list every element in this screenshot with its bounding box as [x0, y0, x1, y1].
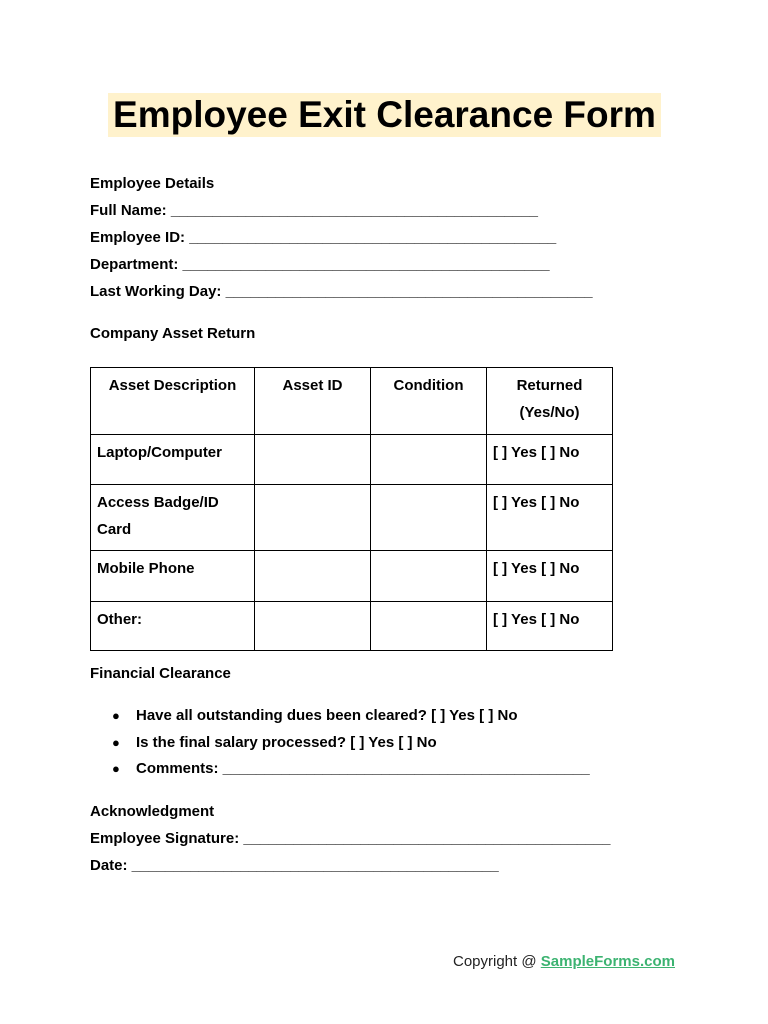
- list-item: [112, 706, 590, 733]
- asset-id-cell: [255, 485, 371, 551]
- column-header-asset-description: Asset Description: [91, 368, 255, 435]
- sampleforms-link[interactable]: SampleForms.com: [540, 953, 675, 970]
- employee-id-field: Employee ID: ____________________________________________: [90, 229, 557, 246]
- returned-cell: [ ] Yes [ ] No: [487, 551, 613, 602]
- table-header-row: [91, 368, 613, 435]
- list-item-text: Have all outstanding dues been cleared? [ ] Yes [ ] No: [136, 707, 518, 724]
- column-header-returned: Returned (Yes/No): [487, 368, 613, 435]
- asset-description-cell: Mobile Phone: [91, 551, 255, 602]
- returned-cell: [ ] Yes [ ] No: [487, 435, 613, 485]
- asset-return-heading: Company Asset Return: [90, 325, 256, 342]
- condition-cell: [371, 602, 487, 651]
- bullet-icon: ●: [112, 734, 120, 750]
- table-row: [91, 485, 613, 551]
- column-header-condition: Condition: [371, 368, 487, 435]
- bullet-icon: ●: [112, 708, 120, 723]
- list-item-text: Comments: ____________________________________________: [136, 760, 590, 777]
- condition-cell: [371, 551, 487, 602]
- acknowledgment-heading: Acknowledgment: [90, 803, 215, 820]
- column-header-asset-id: Asset ID: [255, 368, 371, 435]
- copyright-text: Copyright @: [453, 953, 541, 970]
- asset-description-cell: Access Badge/ID Card: [91, 485, 255, 551]
- department-field: Department: ____________________________________________: [90, 256, 550, 273]
- returned-cell: [ ] Yes [ ] No: [487, 485, 613, 551]
- table-row: [91, 551, 613, 602]
- asset-id-cell: [255, 602, 371, 651]
- condition-cell: [371, 485, 487, 551]
- asset-description-cell: Other:: [91, 602, 255, 651]
- table-row: [91, 602, 613, 651]
- full-name-field: Full Name: ____________________________________________: [90, 202, 538, 219]
- table-row: [91, 435, 613, 485]
- date-field: Date: ____________________________________________: [90, 857, 499, 874]
- financial-clearance-list: [112, 706, 590, 786]
- returned-cell: [ ] Yes [ ] No: [487, 602, 613, 651]
- last-working-day-field: Last Working Day: ____________________________________________: [90, 283, 593, 300]
- page-title: Employee Exit Clearance Form: [108, 93, 661, 137]
- employee-signature-field: Employee Signature: ____________________________________________: [90, 830, 611, 847]
- asset-id-cell: [255, 435, 371, 485]
- asset-id-cell: [255, 551, 371, 602]
- list-item-text: Is the final salary processed? [ ] Yes [ ] No: [136, 733, 437, 751]
- financial-clearance-heading: Financial Clearance: [90, 665, 231, 682]
- asset-return-table: [90, 367, 613, 651]
- asset-description-cell: Laptop/Computer: [91, 435, 255, 485]
- condition-cell: [371, 435, 487, 485]
- footer-copyright: [453, 952, 675, 972]
- bullet-icon: ●: [112, 761, 120, 776]
- employee-details-heading: Employee Details: [90, 175, 215, 192]
- list-item: [112, 759, 590, 786]
- list-item: [112, 733, 590, 760]
